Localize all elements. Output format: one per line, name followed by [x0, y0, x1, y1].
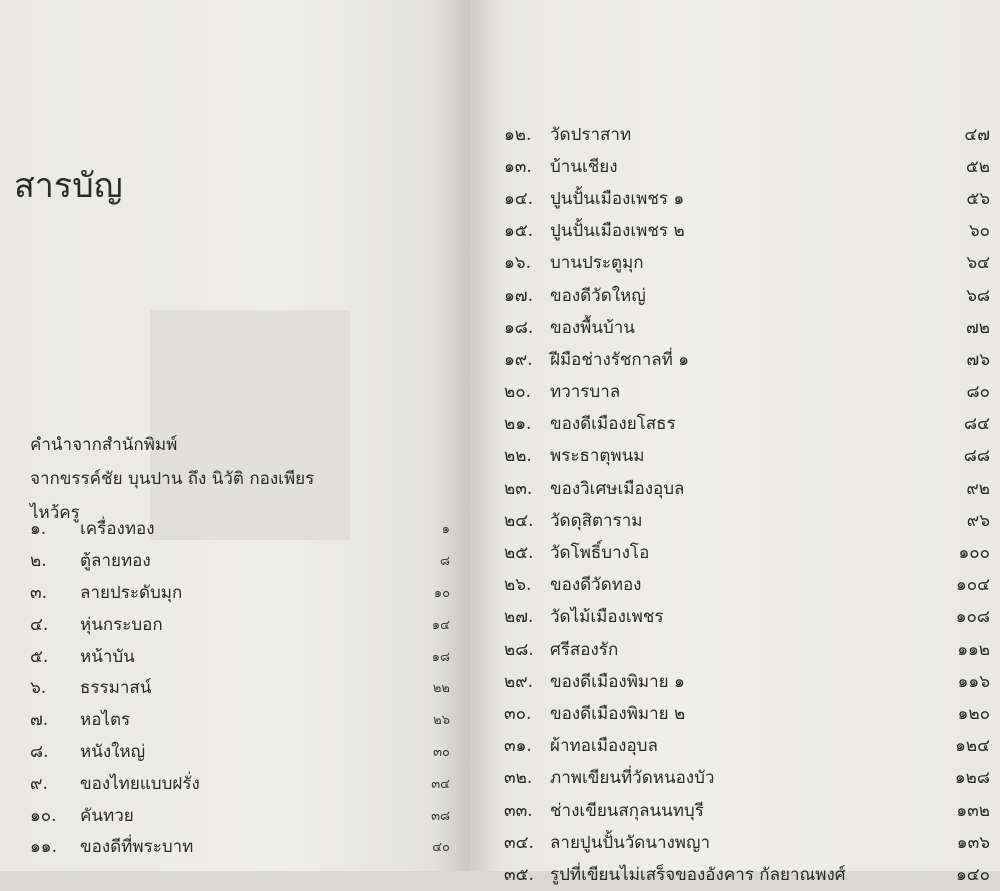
- toc-entry-title: ภาพเขียนที่วัดหนองบัว: [550, 768, 715, 789]
- toc-entry: [504, 182, 990, 214]
- toc-entry-title: พระธาตุพนม: [550, 446, 645, 467]
- toc-entry-page: ๘๘: [963, 446, 990, 467]
- toc-entry-number: ๓๓.: [504, 800, 533, 821]
- toc-entry-title: วัดดุสิตาราม: [550, 510, 643, 531]
- toc-entry-number: ๘.: [30, 741, 49, 762]
- toc-entry-page: ๑๐๘: [955, 607, 990, 628]
- toc-entry-number: ๒๔.: [504, 510, 534, 531]
- page-title: สารบัญ: [14, 166, 123, 206]
- toc-entry-page: ๙๖: [966, 510, 990, 531]
- toc-entry-title: หน้าบัน: [80, 646, 135, 667]
- toc-entry: [504, 118, 990, 150]
- toc-entry-page: ๕๒: [965, 156, 990, 177]
- toc-entry-page: ๘: [439, 554, 450, 570]
- toc-entry-number: ๑.: [30, 519, 47, 540]
- toc-entry-number: ๑๖.: [504, 253, 531, 274]
- toc-entry: [504, 826, 990, 858]
- toc-entry-number: ๒.: [30, 551, 47, 572]
- toc-entry-number: ๕.: [30, 646, 49, 667]
- toc-entry-number: ๔.: [30, 614, 49, 635]
- toc-entry-page: ๑๓๒: [956, 800, 990, 821]
- toc-entry-number: ๒๖.: [504, 575, 532, 596]
- toc-entry-title: ของดีเมืองพิมาย ๒: [550, 703, 686, 724]
- toc-entry-page: ๖๘: [966, 285, 990, 306]
- toc-entry-page: ๕๖: [966, 188, 990, 209]
- toc-entry-number: ๑๘.: [504, 317, 534, 338]
- toc-entry-title: ของดีเมืองยโสธร: [550, 414, 676, 435]
- toc-entry-page: ๓๘: [431, 808, 450, 824]
- toc-entry-title: คันทวย: [80, 805, 134, 826]
- toc-entry: [504, 601, 990, 633]
- toc-entry-number: ๒๙.: [504, 671, 534, 692]
- toc-entry-number: ๒๗.: [504, 607, 534, 628]
- toc-entry: [504, 697, 990, 729]
- toc-entry-title: รูปที่เขียนไม่เสร็จของอังคาร กัลยาณพงศ์: [550, 864, 846, 885]
- toc-entry: [30, 513, 470, 545]
- toc-entry-title: ของดีที่พระบาท: [80, 837, 194, 858]
- toc-entry-title: หนังใหญ่: [80, 741, 146, 762]
- toc-entry-number: ๑๓.: [504, 156, 532, 177]
- toc-entry-number: ๑๙.: [504, 349, 533, 370]
- toc-entry: [30, 545, 470, 577]
- toc-entry-title: ทวารบาล: [550, 382, 621, 403]
- toc-entry-title: ฝีมือช่างรัชกาลที่ ๑: [550, 349, 690, 370]
- toc-entry-page: ๑๒๐: [957, 703, 990, 724]
- front-matter-item: ไหว้ครู: [30, 503, 80, 523]
- toc-entry-title: ของดีวัดใหญ่: [550, 285, 646, 306]
- toc-entry-title: ปูนปั้นเมืองเพชร ๒: [550, 221, 685, 242]
- toc-entry-title: วัดไม้เมืองเพชร: [550, 607, 664, 628]
- toc-entry-page: ๙๒: [966, 478, 990, 499]
- front-matter-item: จากขรรค์ชัย บุนปาน ถึง นิวัติ กองเพียร: [30, 469, 315, 489]
- toc-entry-page: ๓๔: [431, 776, 450, 792]
- toc-entry-number: ๑๒.: [504, 124, 532, 145]
- toc-entry-number: ๑๑.: [30, 837, 57, 858]
- toc-entry-title: ศรีสองรัก: [550, 639, 619, 660]
- left-page: [0, 0, 470, 871]
- toc-entry-number: ๒๘.: [504, 639, 534, 660]
- toc-entry-number: ๓๕.: [504, 864, 534, 885]
- toc-entry-number: ๓.: [30, 582, 48, 603]
- toc-entry-number: ๓๐.: [504, 703, 532, 724]
- toc-entry: [504, 343, 990, 375]
- toc-entry: [504, 408, 990, 440]
- toc-entry: [504, 472, 990, 504]
- toc-entry-page: ๓๐: [433, 744, 450, 760]
- toc-entry: [504, 536, 990, 568]
- toc-entry-page: ๔๗: [964, 124, 990, 145]
- toc-entry: [504, 858, 990, 890]
- toc-entry-title: เครื่องทอง: [80, 519, 155, 540]
- right-page: [470, 0, 1000, 885]
- toc-entry-title: หุ่นกระบอก: [80, 614, 163, 635]
- toc-entry-page: ๑๐: [433, 585, 450, 601]
- toc-entry-number: ๓๔.: [504, 832, 534, 853]
- toc-list-right: [504, 118, 990, 891]
- toc-entry: [504, 215, 990, 247]
- toc-entry-title: วัดปราสาท: [550, 124, 632, 145]
- toc-entry-title: ลายประดับมุก: [80, 582, 183, 603]
- toc-entry-page: ๑๒๘: [954, 768, 990, 789]
- toc-entry-number: ๓๑.: [504, 736, 532, 757]
- toc-entry-number: ๗.: [30, 710, 49, 731]
- toc-entry: [504, 440, 990, 472]
- toc-entry: [504, 150, 990, 182]
- toc-entry-title: หอไตร: [80, 710, 131, 731]
- toc-entry: [30, 831, 470, 863]
- toc-entry: [504, 730, 990, 762]
- toc-entry-title: ช่างเขียนสกุลนนทบุรี: [550, 800, 704, 821]
- toc-entry-number: ๓๒.: [504, 768, 533, 789]
- toc-entry-page: ๔๐: [432, 840, 450, 856]
- toc-entry: [504, 279, 990, 311]
- toc-entry-number: ๙.: [30, 773, 48, 794]
- toc-entry-page: ๑๔๐: [955, 864, 990, 885]
- toc-entry-number: ๒๓.: [504, 478, 533, 499]
- toc-entry-number: ๑๗.: [504, 285, 533, 306]
- toc-entry-title: ผ้าทอเมืองอุบล: [550, 736, 658, 757]
- toc-entry: [504, 247, 990, 279]
- toc-entry-page: ๑๐๔: [955, 575, 990, 596]
- toc-entry-number: ๖.: [30, 678, 47, 699]
- front-matter-item: คำนำจากสำนักพิมพ์: [30, 435, 178, 455]
- toc-entry-page: ๘๐: [966, 382, 990, 403]
- toc-entry-page: ๖๐: [968, 221, 990, 242]
- toc-entry: [504, 311, 990, 343]
- toc-entry: [504, 794, 990, 826]
- toc-entry-page: ๑๐๐: [958, 543, 990, 564]
- toc-entry-title: ตู้ลายทอง: [80, 551, 151, 572]
- toc-entry-number: ๒๕.: [504, 543, 534, 564]
- toc-entry-page: ๗๖: [966, 349, 990, 370]
- toc-entry-page: ๗๒: [966, 317, 990, 338]
- toc-entry: [30, 640, 470, 672]
- toc-entry-title: บ้านเชียง: [550, 156, 618, 177]
- toc-entry-page: ๒๒: [432, 681, 450, 697]
- toc-entry: [30, 767, 470, 799]
- toc-entry: [30, 608, 470, 640]
- toc-entry-page: ๑๑๖: [957, 671, 990, 692]
- toc-list-left: [30, 513, 470, 863]
- toc-entry-number: ๑๕.: [504, 221, 534, 242]
- toc-entry-number: ๒๐.: [504, 382, 531, 403]
- toc-entry: [504, 569, 990, 601]
- toc-entry-page: ๑: [441, 522, 450, 538]
- toc-entry-title: บานประตูมุก: [550, 253, 644, 274]
- toc-entry-number: ๒๒.: [504, 446, 532, 467]
- toc-entry: [504, 376, 990, 408]
- toc-entry-number: ๑๔.: [504, 188, 534, 209]
- toc-entry-page: ๑๑๒: [957, 639, 990, 660]
- toc-entry: [504, 762, 990, 794]
- toc-entry-page: ๑๔: [431, 617, 450, 633]
- toc-entry: [504, 504, 990, 536]
- toc-entry-page: ๑๓๖: [956, 832, 990, 853]
- toc-entry-title: ของดีเมืองพิมาย ๑: [550, 671, 685, 692]
- toc-entry-title: วัดโพธิ์บางโอ: [550, 543, 650, 564]
- toc-entry-page: ๘๔: [964, 414, 990, 435]
- toc-entry-page: ๑๘: [431, 649, 450, 665]
- toc-entry-title: ปูนปั้นเมืองเพชร ๑: [550, 188, 685, 209]
- toc-entry-title: ของพื้นบ้าน: [550, 317, 635, 338]
- toc-entry: [30, 577, 470, 609]
- toc-entry-title: ของวิเศษเมืองอุบล: [550, 478, 685, 499]
- toc-entry-title: ของไทยแบบฝรั่ง: [80, 773, 200, 794]
- toc-entry-title: ของดีวัดทอง: [550, 575, 642, 596]
- toc-entry: [30, 704, 470, 736]
- toc-entry: [504, 633, 990, 665]
- toc-entry-title: ลายปูนปั้นวัดนางพญา: [550, 832, 711, 853]
- toc-entry: [504, 665, 990, 697]
- toc-entry-title: ธรรมาสน์: [80, 678, 152, 699]
- toc-entry: [30, 736, 470, 768]
- toc-entry-page: ๒๖: [433, 713, 450, 729]
- toc-entry: [30, 799, 470, 831]
- toc-entry: [30, 672, 470, 704]
- toc-entry-page: ๖๔: [966, 253, 990, 274]
- toc-entry-page: ๑๒๔: [955, 736, 990, 757]
- toc-entry-number: ๑๐.: [30, 805, 57, 826]
- toc-entry-number: ๒๑.: [504, 414, 532, 435]
